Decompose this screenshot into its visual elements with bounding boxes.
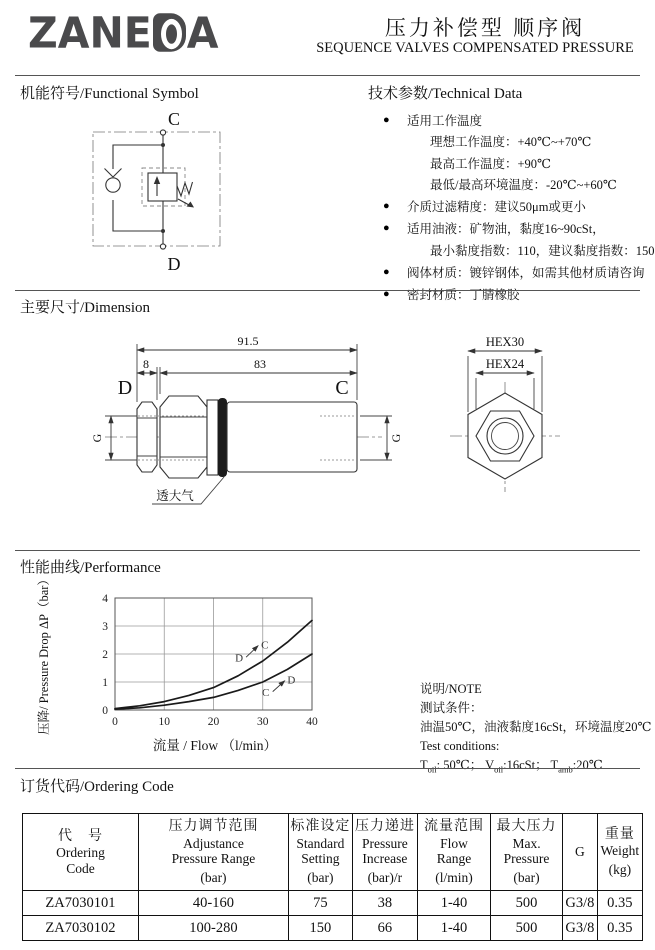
- port-c-label: C: [335, 377, 349, 399]
- port-label-top: C: [167, 109, 181, 129]
- table-header-row: [23, 814, 643, 891]
- tech-item: ● 适用油液：矿物油，黏度16~90cSt，: [383, 221, 655, 238]
- col-header-code: 代 号 Ordering Code: [23, 814, 139, 891]
- cell-increase: 38: [352, 891, 417, 916]
- thread-g-right-label: G: [389, 433, 403, 443]
- svg-text:C: C: [261, 639, 269, 652]
- junction-dot: [161, 229, 165, 233]
- section-dimension: 主要尺寸/Dimension: [20, 300, 150, 316]
- port-d-label: D: [117, 377, 133, 399]
- section-functional-symbol: 机能符号/Functional Symbol: [20, 86, 199, 102]
- hex24-label: HEX24: [485, 357, 525, 371]
- col-header-pressure-range: 压力调节范围 Adjustance Pressure Range (bar): [138, 814, 288, 891]
- cell-increase: 66: [352, 916, 417, 941]
- functional-symbol-diagram: [88, 110, 263, 285]
- svg-text:2: 2: [102, 649, 108, 661]
- note-cond-cn-label: 测试条件：: [420, 701, 483, 715]
- x-axis-label: 流量 / Flow （l/min）: [152, 738, 278, 753]
- svg-text:3: 3: [102, 621, 108, 633]
- section-technical-data: 技术参数/Technical Data: [368, 86, 523, 102]
- section-ordering-code: 订货代码/Ordering Code: [20, 779, 174, 795]
- svg-text:C: C: [262, 687, 270, 700]
- section-performance: 性能曲线/Performance: [20, 560, 161, 576]
- divider: [15, 550, 640, 551]
- tech-item: ● 介质过滤精度：建议50μm或更小: [383, 199, 655, 216]
- vent-label: 透大气: [156, 489, 194, 503]
- svg-text:10: 10: [158, 716, 170, 728]
- page-title-en: SEQUENCE VALVES COMPENSATED PRESSURE: [316, 40, 634, 56]
- hex-end-view: [450, 335, 560, 492]
- vent-ring: [218, 398, 227, 477]
- ordering-table: [22, 813, 643, 941]
- cell-setting: 75: [288, 891, 352, 916]
- technical-data-list: [383, 113, 655, 309]
- cell-range: 40-160: [138, 891, 288, 916]
- svg-text:D: D: [235, 652, 244, 665]
- cell-code: ZA7030101: [23, 891, 139, 916]
- svg-text:D: D: [287, 674, 296, 687]
- logo-text-right: A: [186, 8, 219, 58]
- divider: [15, 768, 640, 769]
- dimension-drawing: [20, 330, 640, 535]
- cell-g: G3/8: [562, 891, 597, 916]
- cell-flow: 1-40: [417, 916, 490, 941]
- collar: [207, 400, 218, 475]
- note-cond-en-label: Test conditions:: [420, 739, 500, 753]
- check-valve-icon: [105, 169, 122, 193]
- col-header-weight: 重量 Weight (kg): [597, 814, 642, 891]
- svg-text:20: 20: [207, 716, 220, 728]
- cell-max: 500: [491, 916, 563, 941]
- svg-text:4: 4: [102, 593, 108, 605]
- table-row: [23, 891, 643, 916]
- note-block: [420, 680, 655, 776]
- relief-valve-icon: [142, 168, 194, 208]
- svg-text:1: 1: [102, 677, 108, 689]
- cell-max: 500: [491, 891, 563, 916]
- tech-item: 最低/最高环境温度：-20℃~+60℃: [430, 177, 617, 192]
- note-cond-en: $T_{oil}$: 50℃； $V_{oil}:16cSt$； $T_{amb}:20℃$: [420, 758, 603, 775]
- divider: [15, 290, 640, 291]
- cell-flow: 1-40: [417, 891, 490, 916]
- cell-code: ZA7030102: [23, 916, 139, 941]
- svg-text:0: 0: [112, 716, 118, 728]
- cell-range: 100-280: [138, 916, 288, 941]
- hex-nut-small: [137, 402, 157, 472]
- note-cond-cn: 油温50℃，油液黏度16cSt，环境温度20℃: [420, 720, 652, 734]
- col-header-max-pressure: 最大压力 Max. Pressure (bar): [491, 814, 563, 891]
- hex-nut-large: [160, 396, 207, 478]
- logo-d-mark-icon: [153, 13, 186, 51]
- dim-total-label: 91.5: [237, 334, 259, 348]
- performance-chart: [30, 573, 360, 760]
- svg-text:40: 40: [306, 716, 318, 728]
- y-axis-label: 压降/ Pressure Drop ΔP（bar）: [37, 573, 51, 735]
- tech-item: ● 适用工作温度: [383, 113, 655, 130]
- note-title: 说明/NOTE: [420, 682, 482, 696]
- thread-g-left-label: G: [90, 433, 104, 443]
- dim-body-label: 83: [254, 357, 266, 371]
- brand-logo: [28, 10, 219, 56]
- logo-text-left: ZANE: [28, 8, 152, 58]
- tech-item: 最高工作温度：+90℃: [430, 156, 552, 171]
- svg-text:0: 0: [102, 705, 108, 717]
- cell-setting: 150: [288, 916, 352, 941]
- port-top-icon: [160, 130, 165, 135]
- divider: [15, 75, 640, 76]
- tech-item: ● 阀体材质：镀锌钢体，如需其他材质请咨询: [383, 265, 655, 282]
- col-header-pressure-increase: 压力递进 Pressure Increase (bar)/r: [352, 814, 417, 891]
- cell-weight: 0.35: [597, 891, 642, 916]
- col-header-flow-range: 流量范围 Flow Range (l/min): [417, 814, 490, 891]
- port-label-bottom: D: [167, 254, 181, 274]
- cell-g: G3/8: [562, 916, 597, 941]
- dim-nut-label: 8: [143, 357, 149, 371]
- cell-weight: 0.35: [597, 916, 642, 941]
- logo-ring-icon: [161, 19, 182, 49]
- tech-item: 理想工作温度：+40℃~+70℃: [430, 135, 592, 150]
- col-header-g: G: [562, 814, 597, 891]
- junction-dot: [161, 143, 165, 147]
- tech-item: 最小黏度指数：110，建议黏度指数：150: [430, 243, 655, 258]
- col-header-standard-setting: 标准设定 Standard Setting (bar): [288, 814, 352, 891]
- page-title-cn: 压力补偿型 顺序阀: [384, 16, 586, 40]
- hex30-label: HEX30: [485, 335, 525, 349]
- svg-text:30: 30: [257, 716, 269, 728]
- tech-item: ● 密封材质：丁腈橡胶: [383, 287, 655, 304]
- valve-body: [227, 402, 357, 472]
- port-bottom-icon: [160, 244, 165, 249]
- table-row: [23, 916, 643, 941]
